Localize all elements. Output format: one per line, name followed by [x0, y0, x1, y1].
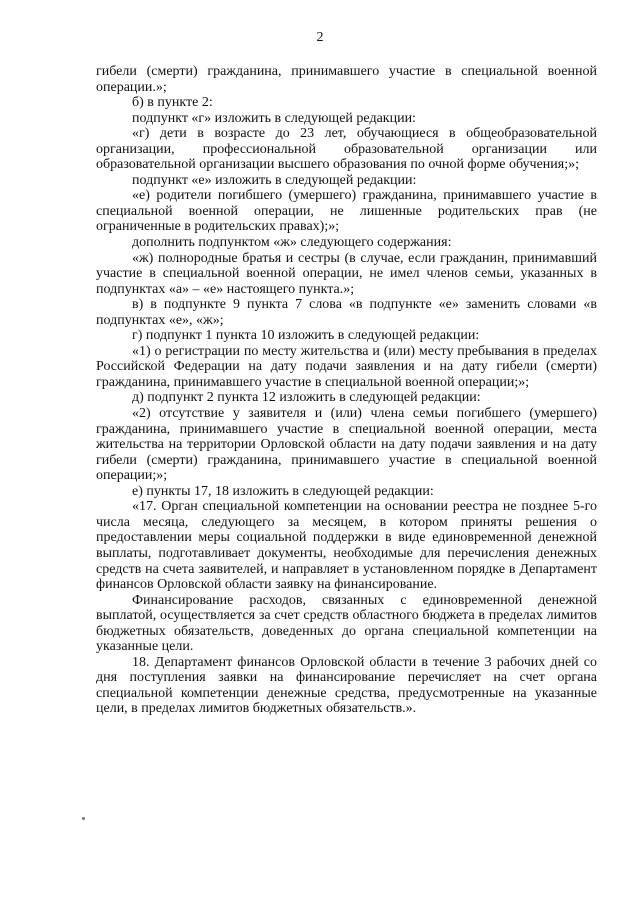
paragraph-instruction-g: подпункт «г» изложить в следующей редакции:	[132, 110, 416, 126]
paragraph-item-g: г) подпункт 1 пункта 10 изложить в следующей редакции:	[132, 328, 480, 344]
paragraph-point-17: «17. Орган специальной компетенции на основании реестра не позднее 5-го числа месяца, следующего за месяцем, в котором приняты решения о предоставлении меры социальной поддержки в виде единовременной денежной выплаты, подготавливает документы, необходимые для перечисления денежных средств на счета заявителей, и направляет в установленном порядке в Департамент финансов Орловской области заявку на финансирование.	[96, 499, 597, 593]
paragraph-subitem-1: «1) о регистрации по месту жительства и (или) месту пребывания в пределах Российской Федерации на дату подачи заявления и на дату гибели (смерти) гражданина, принимавшего участие в специальной военной операции;»;	[96, 343, 597, 390]
paragraph-item-v: в) в подпункте 9 пункта 7 слова «в подпункте «е» заменить словами «в подпунктах «е», «ж»;	[96, 297, 597, 328]
paragraph-subitem-zh: «ж) полнородные братья и сестры (в случае, если гражданин, принимавший участие в специальной военной операции, не имел членов семьи, указанных в подпунктах «а» – «е» настоящего пункта.»;	[96, 250, 597, 297]
page-number: 2	[316, 30, 324, 45]
paragraph-instruction-zh: дополнить подпунктом «ж» следующего содержания:	[132, 235, 452, 251]
scan-dot	[82, 817, 85, 820]
paragraph-point-18: 18. Департамент финансов Орловской области в течение 3 рабочих дней со дня поступления заявки на финансирование перечисляет на счет органа специальной компетенции денежные средства, предусмотренные на указанные цели, в пределах лимитов бюджетных обязательств.».	[96, 654, 597, 717]
paragraph-item-b: б) в пункте 2:	[132, 95, 213, 111]
paragraph-item-e: е) пункты 17, 18 изложить в следующей редакции:	[132, 483, 434, 499]
paragraph-subitem-g: «г) дети в возрасте до 23 лет, обучающиеся в общеобразовательной организации, профессиональной образовательной организации или образовательной организации высшего образования по очной форме обучения;»;	[96, 126, 597, 173]
paragraph-subitem-e: «е) родители погибшего (умершего) гражданина, принимавшего участие в специальной военной операции, не лишенные родительских прав (не ограниченные в родительских правах);»;	[96, 188, 597, 235]
paragraph-item-d: д) подпункт 2 пункта 12 изложить в следующей редакции:	[132, 390, 481, 406]
paragraph-subitem-2: «2) отсутствие у заявителя и (или) члена семьи погибшего (умершего) гражданина, принимавшего участие в специальной военной операции, места жительства на территории Орловской области на дату подачи заявления и на дату гибели (смерти) гражданина, принимавшего участие в специальной военной операции;»;	[96, 406, 597, 484]
document-body	[96, 64, 597, 717]
paragraph-instruction-e: подпункт «е» изложить в следующей редакции:	[132, 172, 417, 188]
paragraph-continuation: гибели (смерти) гражданина, принимавшего участие в специальной военной операции.»;	[96, 64, 597, 95]
paragraph-financing: Финансирование расходов, связанных с единовременной денежной выплатой, осуществляется за счет средств областного бюджета в пределах лимитов бюджетных обязательств, доведенных до органа специальной компетенции на указанные цели.	[96, 592, 597, 655]
